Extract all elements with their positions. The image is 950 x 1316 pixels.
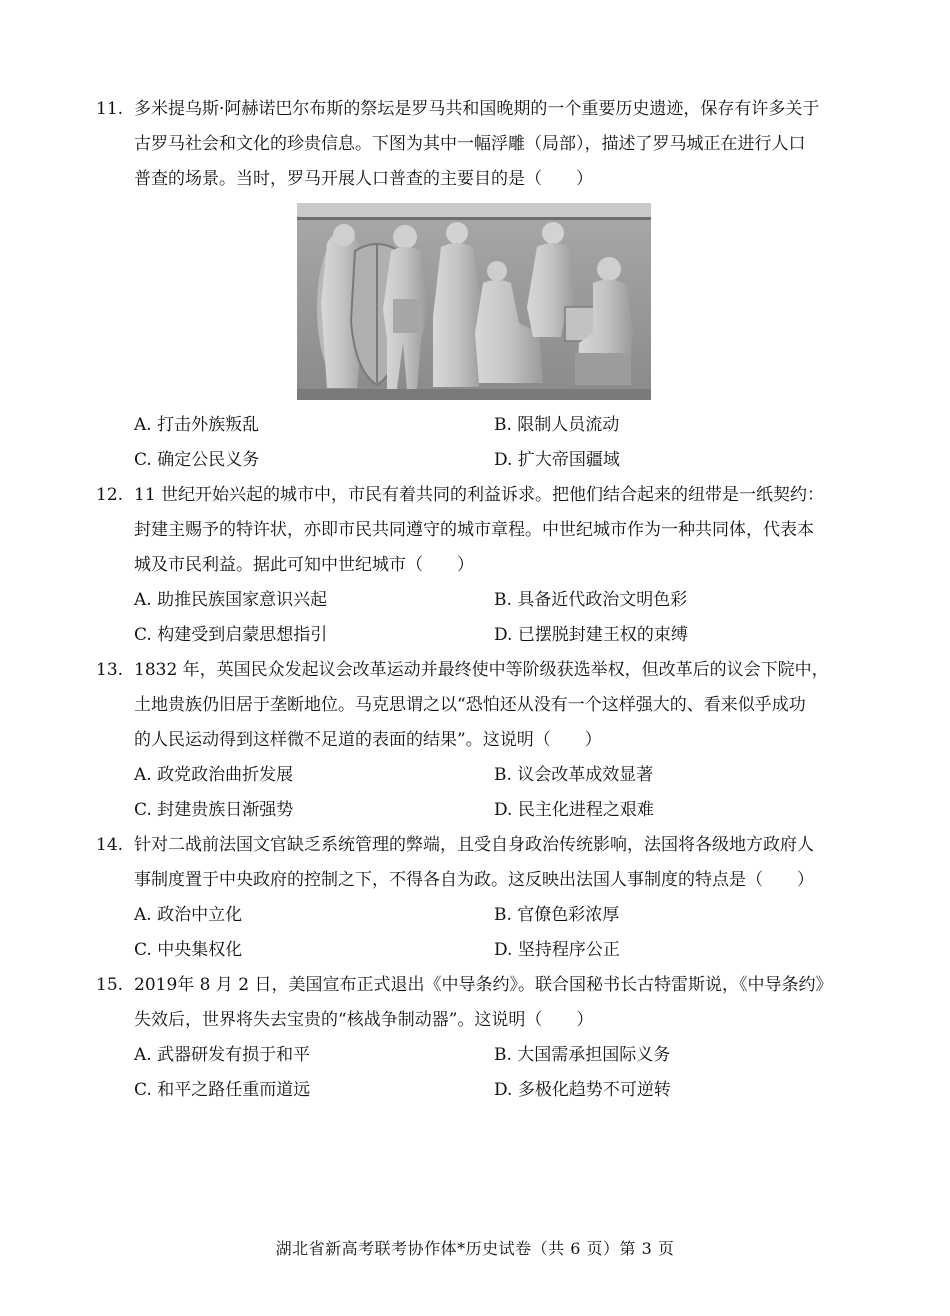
question-text-line: 古罗马社会和文化的珍贵信息。下图为其中一幅浮雕（局部），描述了罗马城正在进行人口: [134, 134, 806, 154]
question-text-line: 多米提乌斯·阿赫诺巴尔布斯的祭坛是罗马共和国晚期的一个重要历史遗迹，保存有许多关于: [134, 99, 820, 119]
question-15: [96, 968, 866, 1038]
option-13c[interactable]: C. 封建贵族日渐强势: [134, 800, 294, 820]
question-text-line: 针对二战前法国文官缺乏系统管理的弊端，且受自身政治传统影响，法国将各级地方政府人: [134, 835, 814, 855]
question-number: 13.: [96, 660, 124, 680]
option-12b[interactable]: B. 具备近代政治文明色彩: [494, 590, 688, 610]
question-text-line: 11 世纪开始兴起的城市中，市民有着共同的利益诉求。把他们结合起来的纽带是一纸契约：: [134, 485, 825, 505]
option-11b[interactable]: B. 限制人员流动: [494, 415, 620, 435]
option-15a[interactable]: A. 武器研发有损于和平: [134, 1045, 311, 1065]
option-14c[interactable]: C. 中央集权化: [134, 940, 243, 960]
option-14a[interactable]: A. 政治中立化: [134, 905, 243, 925]
option-11d[interactable]: D. 扩大帝国疆域: [494, 450, 620, 470]
question-text-line: 事制度置于中央政府的控制之下，不得各自为政。这反映出法国人事制度的特点是（ ）: [134, 870, 814, 890]
option-11c[interactable]: C. 确定公民义务: [134, 450, 260, 470]
question-text-line: 1832 年，英国民众发起议会改革运动并最终使中等阶级获选举权，但改革后的议会下院中，: [134, 660, 829, 680]
option-15d[interactable]: D. 多极化趋势不可逆转: [494, 1080, 671, 1100]
option-12a[interactable]: A. 助推民族国家意识兴起: [134, 590, 328, 610]
roman-census-relief-image: [297, 203, 651, 400]
question-11: [96, 92, 866, 197]
question-text-line: 的人民运动得到这样微不足道的表面的结果”。这说明（ ）: [134, 730, 602, 750]
question-text-line: 城及市民利益。据此可知中世纪城市（ ）: [134, 555, 474, 575]
option-15b[interactable]: B. 大国需承担国际义务: [494, 1045, 671, 1065]
question-number: 14.: [96, 835, 124, 855]
option-13b[interactable]: B. 议会改革成效显著: [494, 765, 654, 785]
question-number: 11.: [96, 99, 124, 119]
question-text-line: 普查的场景。当时，罗马开展人口普查的主要目的是（ ）: [134, 169, 593, 189]
question-text-line: 失效后，世界将失去宝贵的“核战争制动器”。这说明（ ）: [134, 1010, 594, 1030]
option-14d[interactable]: D. 坚持程序公正: [494, 940, 620, 960]
option-11a[interactable]: A. 打击外族叛乱: [134, 415, 260, 435]
question-13: [96, 653, 866, 758]
option-13d[interactable]: D. 民主化进程之艰难: [494, 800, 654, 820]
question-number: 15.: [96, 975, 124, 995]
option-13a[interactable]: A. 政党政治曲折发展: [134, 765, 294, 785]
option-12c[interactable]: C. 构建受到启蒙思想指引: [134, 625, 328, 645]
question-text-line: 封建主赐予的特许状，亦即市民共同遵守的城市章程。中世纪城市作为一种共同体，代表本: [134, 520, 814, 540]
option-14b[interactable]: B. 官僚色彩浓厚: [494, 905, 620, 925]
question-14: [96, 828, 866, 898]
question-text-line: 土地贵族仍旧居于垄断地位。马克思谓之以“恐怕还从没有一个这样强大的、看来似乎成功: [134, 695, 806, 715]
question-number: 12.: [96, 485, 124, 505]
question-12: [96, 478, 866, 583]
question-text-line: 2019年 8 月 2 日，美国宣布正式退出《中导条约》。联合国秘书长古特雷斯说，《中导条约》: [134, 975, 833, 995]
page-footer: 湖北省新高考联考协作体*历史试卷（共 6 页）第 3 页: [275, 1239, 675, 1258]
option-12d[interactable]: D. 已摆脱封建王权的束缚: [494, 625, 688, 645]
option-15c[interactable]: C. 和平之路任重而道远: [134, 1080, 311, 1100]
